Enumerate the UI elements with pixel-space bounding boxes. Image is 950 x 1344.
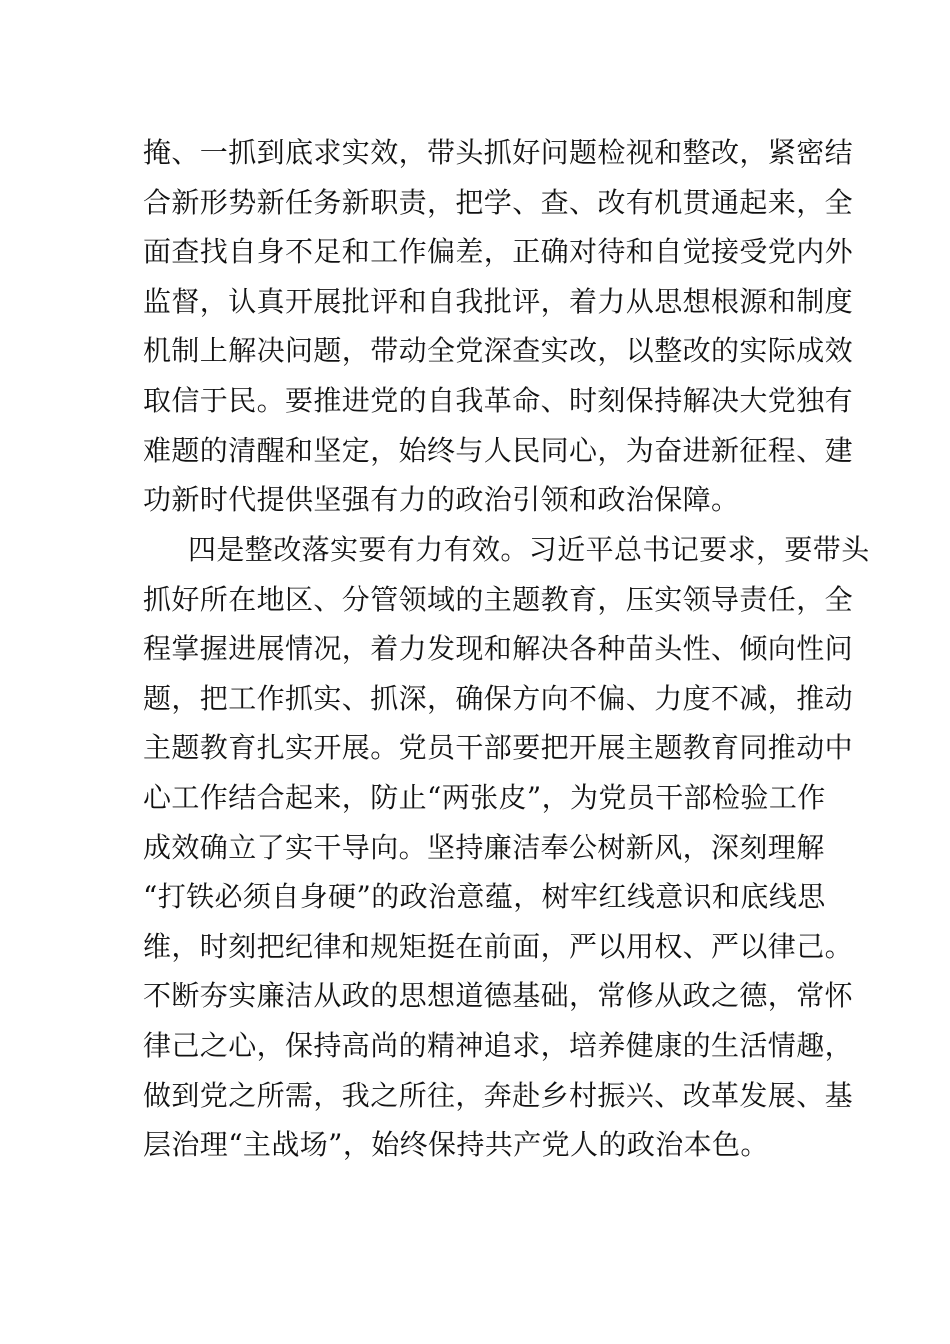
paragraph-2 (143, 525, 870, 1170)
paragraph-line: 监督，认真开展批评和自我批评，着力从思想根源和制度 (143, 284, 854, 318)
paragraph-line: 律己之心，保持高尚的精神追求，培养健康的生活情趣， (143, 1028, 854, 1062)
paragraph-line: 抓好所在地区、分管领域的主题教育，压实领导责任，全 (143, 582, 854, 616)
paragraph-line: 掩、一抓到底求实效，带头抓好问题检视和整改，紧密结 (143, 136, 854, 169)
paragraph-line: 程掌握进展情况，着力发现和解决各种苗头性、倾向性问 (143, 632, 854, 666)
paragraph-line: 功新时代提供坚强有力的政治引领和政治保障。 (143, 483, 740, 517)
paragraph-line: 做到党之所需，我之所往，奔赴乡村振兴、改革发展、基 (143, 1078, 854, 1112)
paragraph-line: 难题的清醒和坚定，始终与人民同心，为奋进新征程、建 (143, 433, 854, 467)
paragraph-line: “打铁必须自身硬”的政治意蕴，树牢红线意识和底线思 (143, 880, 826, 914)
paragraph-line: 维，时刻把纪律和规矩挺在前面，严以用权、严以律己。 (143, 929, 854, 963)
paragraph-line: 取信于民。要推进党的自我革命、时刻保持解决大党独有 (143, 383, 854, 417)
paragraph-line: 心工作结合起来，防止“两张皮”，为党员干部检验工作 (143, 780, 826, 814)
paragraph-line: 题，把工作抓实、抓深，确保方向不偏、力度不减，推动 (143, 681, 854, 715)
paragraph-line: 合新形势新任务新职责，把学、查、改有机贯通起来，全 (143, 185, 854, 219)
paragraph-line: 不断夯实廉洁从政的思想道德基础，常修从政之德，常怀 (143, 979, 854, 1013)
paragraph-1 (143, 128, 854, 525)
paragraph-line: 层治理“主战场”，始终保持共产党人的政治本色。 (143, 1128, 769, 1162)
paragraph-first-line: 四是整改落实要有力有效。习近平总书记要求，要带头 (188, 533, 870, 566)
paragraph-line: 面查找自身不足和工作偏差，正确对待和自觉接受党内外 (143, 235, 854, 269)
paragraph-line: 成效确立了实干导向。坚持廉洁奉公树新风，深刻理解 (143, 830, 825, 864)
paragraph-line: 机制上解决问题，带动全党深查实改，以整改的实际成效 (143, 334, 854, 368)
paragraph-line: 主题教育扎实开展。党员干部要把开展主题教育同推动中 (143, 731, 854, 765)
